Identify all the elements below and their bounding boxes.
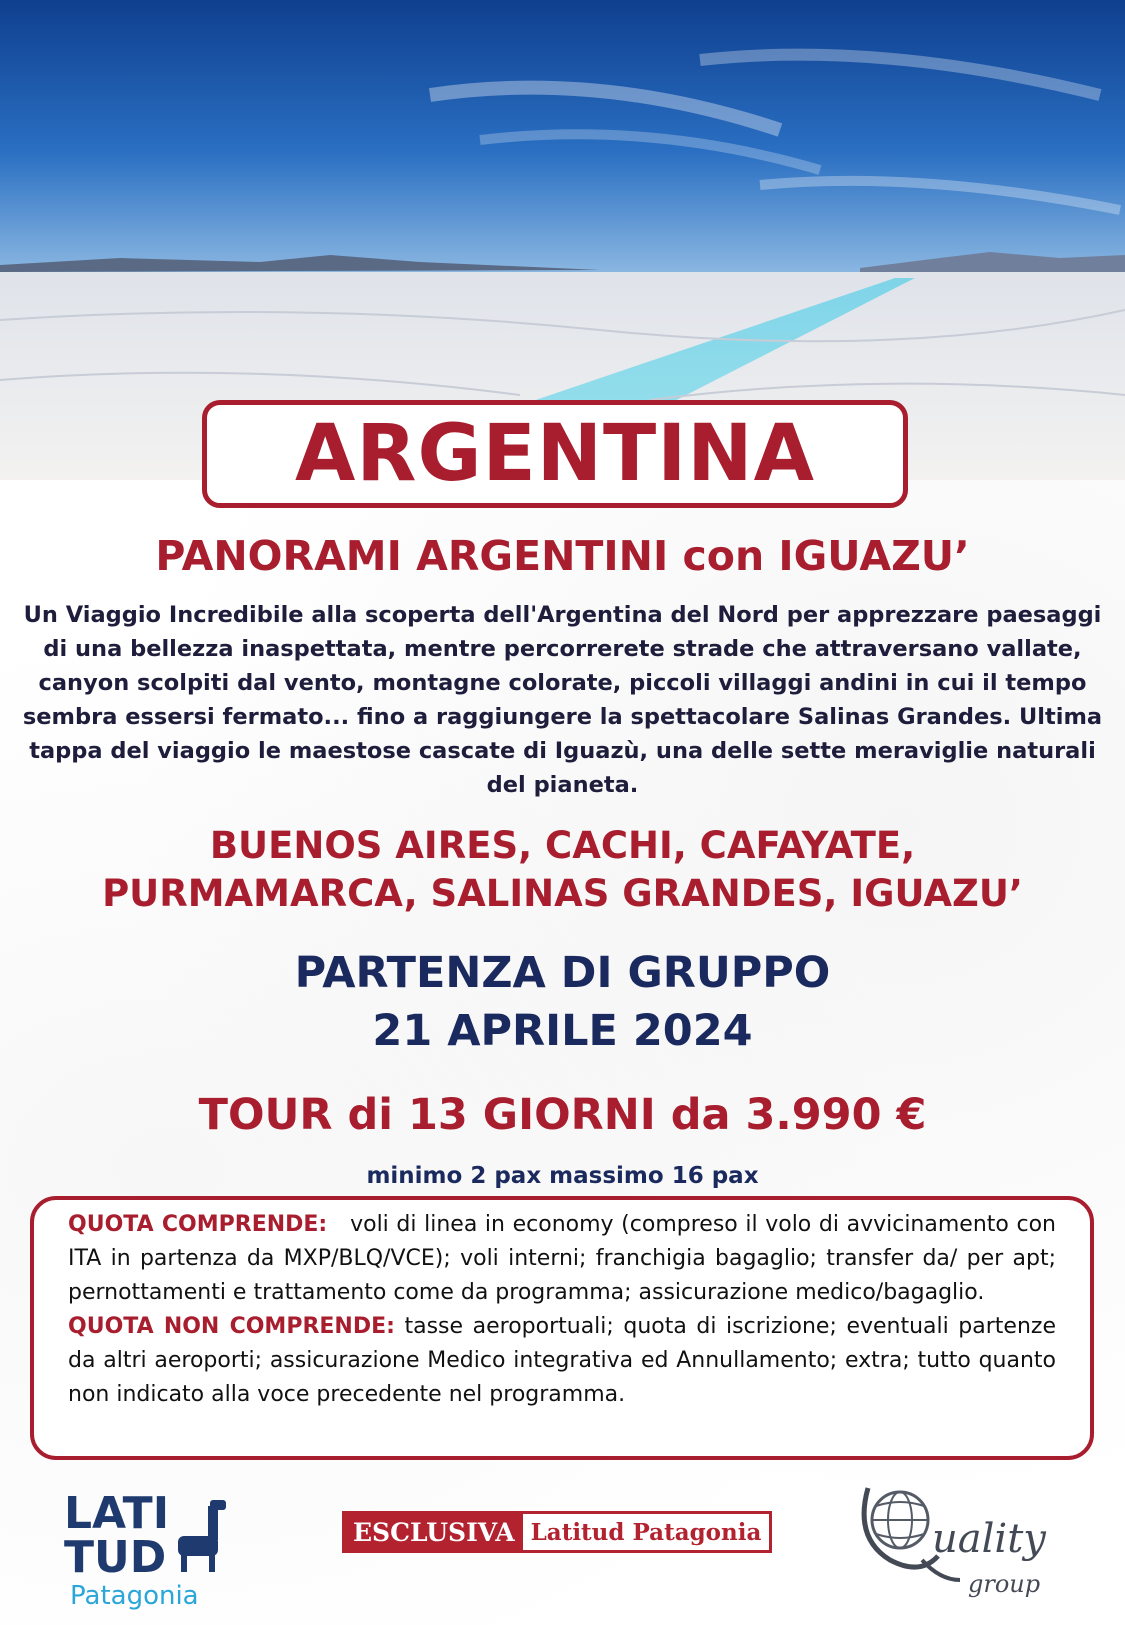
exclusive-label: ESCLUSIVA bbox=[345, 1514, 523, 1550]
departure-label: PARTENZA DI GRUPPO bbox=[294, 948, 831, 998]
quota-includes-text: voli di linea in economy (compreso il volo di avvicinamento con ITA in partenza da MXP/BLQ/VCE); voli interni; franchigia bagaglio; transfer da/ per apt; pernottamenti e trattamento come da programma; assicurazione medico/bagaglio. bbox=[68, 1212, 1056, 1305]
quota-includes-label: QUOTA COMPRENDE: bbox=[68, 1212, 328, 1237]
cities-line-1: BUENOS AIRES, CACHI, CAFAYATE, bbox=[209, 824, 916, 867]
exclusive-partner: Latitud Patagonia bbox=[523, 1514, 770, 1550]
llama-icon bbox=[178, 1500, 226, 1572]
cities-list bbox=[10, 822, 1115, 918]
quota-excludes-text: tasse aeroportuali; quota di iscrizione; eventuali partenze da altri aeroporti; assicurazione Medico integrativa ed Annullamento; extra; tutto quanto non indicato alla voce precedente nel programma. bbox=[68, 1314, 1056, 1407]
departure-info bbox=[0, 944, 1125, 1060]
quota-includes bbox=[68, 1208, 1056, 1310]
quality-logo-word: uality bbox=[932, 1516, 1046, 1562]
exclusive-badge bbox=[342, 1511, 772, 1553]
latitud-logo-line3: Patagonia bbox=[70, 1581, 199, 1611]
page-title: ARGENTINA bbox=[295, 409, 815, 499]
tour-subtitle: PANORAMI ARGENTINI con IGUAZU’ bbox=[155, 532, 970, 580]
tour-price-headline: TOUR di 13 GIORNI da 3.990 € bbox=[198, 1090, 927, 1140]
latitud-patagonia-logo bbox=[60, 1484, 245, 1614]
quota-excludes-label: QUOTA NON COMPRENDE: bbox=[68, 1314, 395, 1339]
cities-line-2: PURMAMARCA, SALINAS GRANDES, IGUAZU’ bbox=[102, 872, 1023, 915]
quality-logo-sub: group bbox=[968, 1570, 1041, 1598]
quota-excludes bbox=[68, 1310, 1056, 1412]
title-box bbox=[202, 400, 908, 508]
latitud-logo-line1: LATI bbox=[64, 1488, 170, 1539]
quota-box bbox=[30, 1196, 1094, 1460]
tour-description: Un Viaggio Incredibile alla scoperta dell'Argentina del Nord per apprezzare paesaggi di una bellezza inaspettata, mentre percorrerete strade che attraversano vallate, canyon scolpiti dal vento, montagne colorate, piccoli villaggi andini in cui il tempo sembra essersi fermato... fino a raggiungere la spettacolare Salinas Grandes. Ultima tappa del viaggio le maestose cascate di Iguazù, una delle sette meraviglie naturali del pianeta. bbox=[22, 602, 1103, 798]
latitud-logo-line2: TUD bbox=[64, 1532, 167, 1583]
pax-limits: minimo 2 pax massimo 16 pax bbox=[366, 1163, 759, 1189]
quality-group-logo bbox=[860, 1468, 1060, 1608]
departure-date: 21 APRILE 2024 bbox=[372, 1006, 753, 1056]
